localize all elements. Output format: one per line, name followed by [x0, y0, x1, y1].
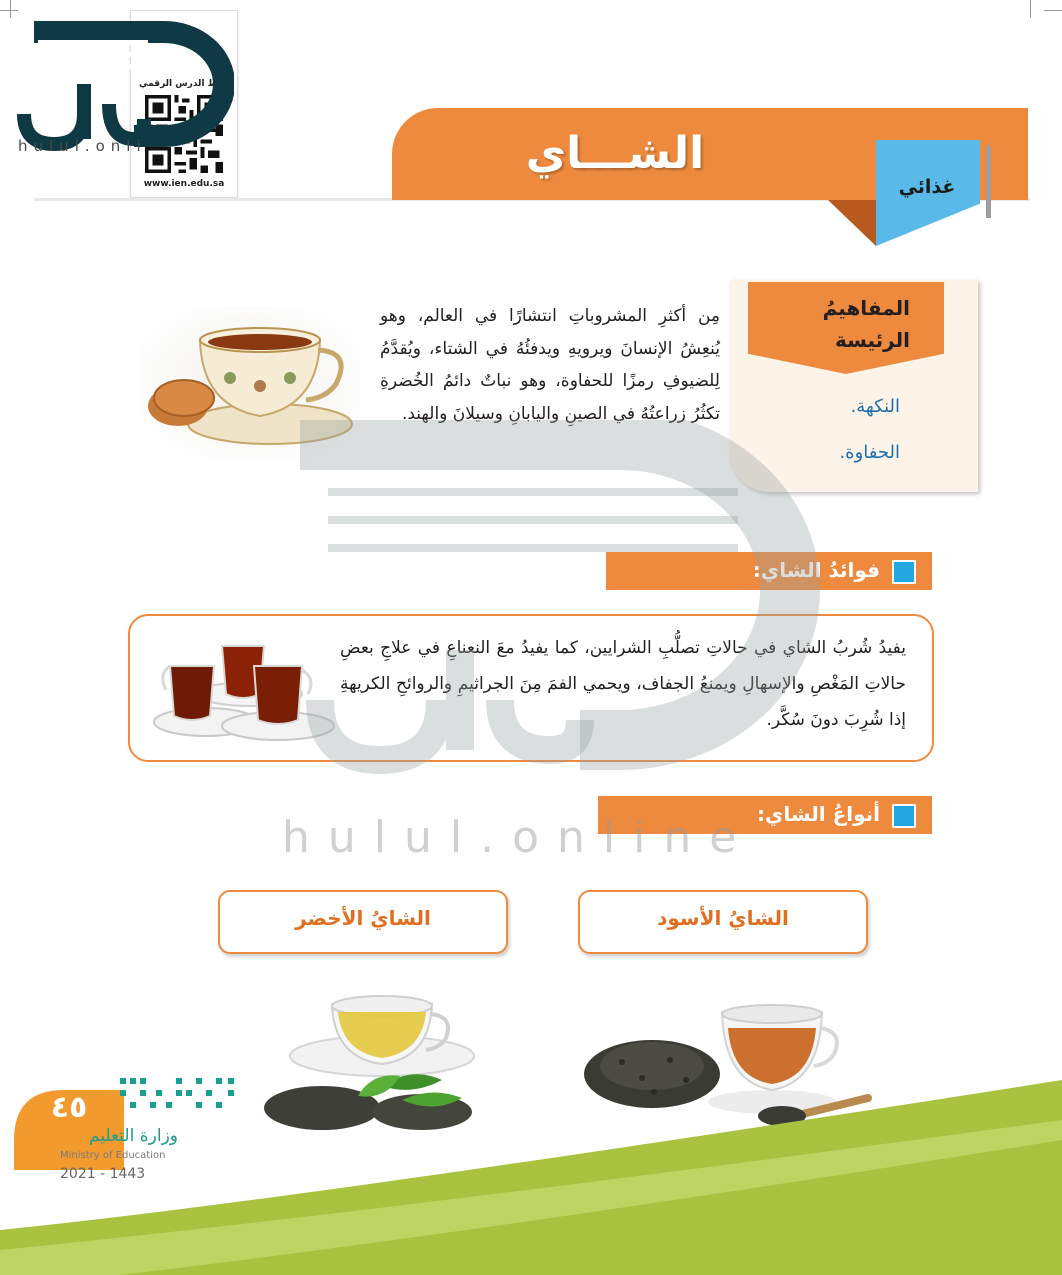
qr-label: رابط الدرس الرقمي: [139, 79, 229, 89]
key-concepts-title-line2: الرئيسة: [835, 328, 910, 352]
key-concepts-title: [760, 292, 910, 356]
crop-mark: [10, 0, 11, 18]
category-tag-label: غذائي: [898, 176, 956, 198]
tag-shadow-bar: [986, 146, 991, 218]
page-title: الشـــاي: [525, 128, 705, 179]
green-tea-label: الشايُ الأخضر: [295, 906, 431, 930]
ministry-name-en: Ministry of Education: [60, 1150, 166, 1161]
benefits-title: فوائدُ الشاي:: [752, 558, 880, 582]
concept-item: الحفاوة.: [839, 442, 900, 463]
ministry-logo-icon: [116, 1074, 240, 1122]
crop-mark: [0, 10, 18, 11]
page-number: ٤٥: [50, 1090, 88, 1125]
banner-fold: [828, 200, 876, 246]
key-concepts-title-line1: المفاهيمُ: [822, 296, 910, 320]
logo-latin: hulul.onli: [18, 137, 147, 155]
types-title: أنواعُ الشاي:: [757, 802, 880, 826]
ministry-name-ar: وزارة التعليم: [89, 1126, 178, 1146]
benefits-bullet-icon: [892, 560, 916, 584]
benefits-paragraph: يفيدُ شُربُ الشاي في حالاتِ تصلُّبِ الشرايين، كما يفيدُ معَ النعناعِ في علاجِ بعضِ حالاتِ المَغْصِ والإسهالِ ويمنعُ الجفاف، ويحمي الفمَ مِنَ الجراثيمِ والروائحِ الكريهةِ إذا شُرِبَ دونَ سُكَّر.: [340, 638, 906, 730]
edition-year: 2021 - 1443: [60, 1166, 146, 1182]
crop-mark: [1044, 10, 1062, 11]
intro-paragraph: مِن أكثرِ المشروباتِ انتشارًا في العالم، وهو يُنعِشُ الإنسانَ ويرويهِ ويدفئُهُ في الشتاء، ويُقدَّمُ لِلضيوفِ رمزًا للحفاوة، وهو نباتٌ دائمُ الخُضرةِ تكثُرُ زراعتُهُ في الصينِ واليابانِ وسيلانَ والهند.: [380, 306, 720, 424]
qr-url[interactable]: www.ien.edu.sa: [143, 179, 225, 189]
black-tea-label: الشايُ الأسود: [657, 906, 789, 930]
crop-mark: [1030, 0, 1031, 18]
concept-item: النكهة.: [850, 396, 900, 417]
watermark-latin: hulul.online: [282, 812, 755, 863]
types-bullet-icon: [892, 804, 916, 828]
hulul-watermark-icon: [280, 420, 840, 880]
